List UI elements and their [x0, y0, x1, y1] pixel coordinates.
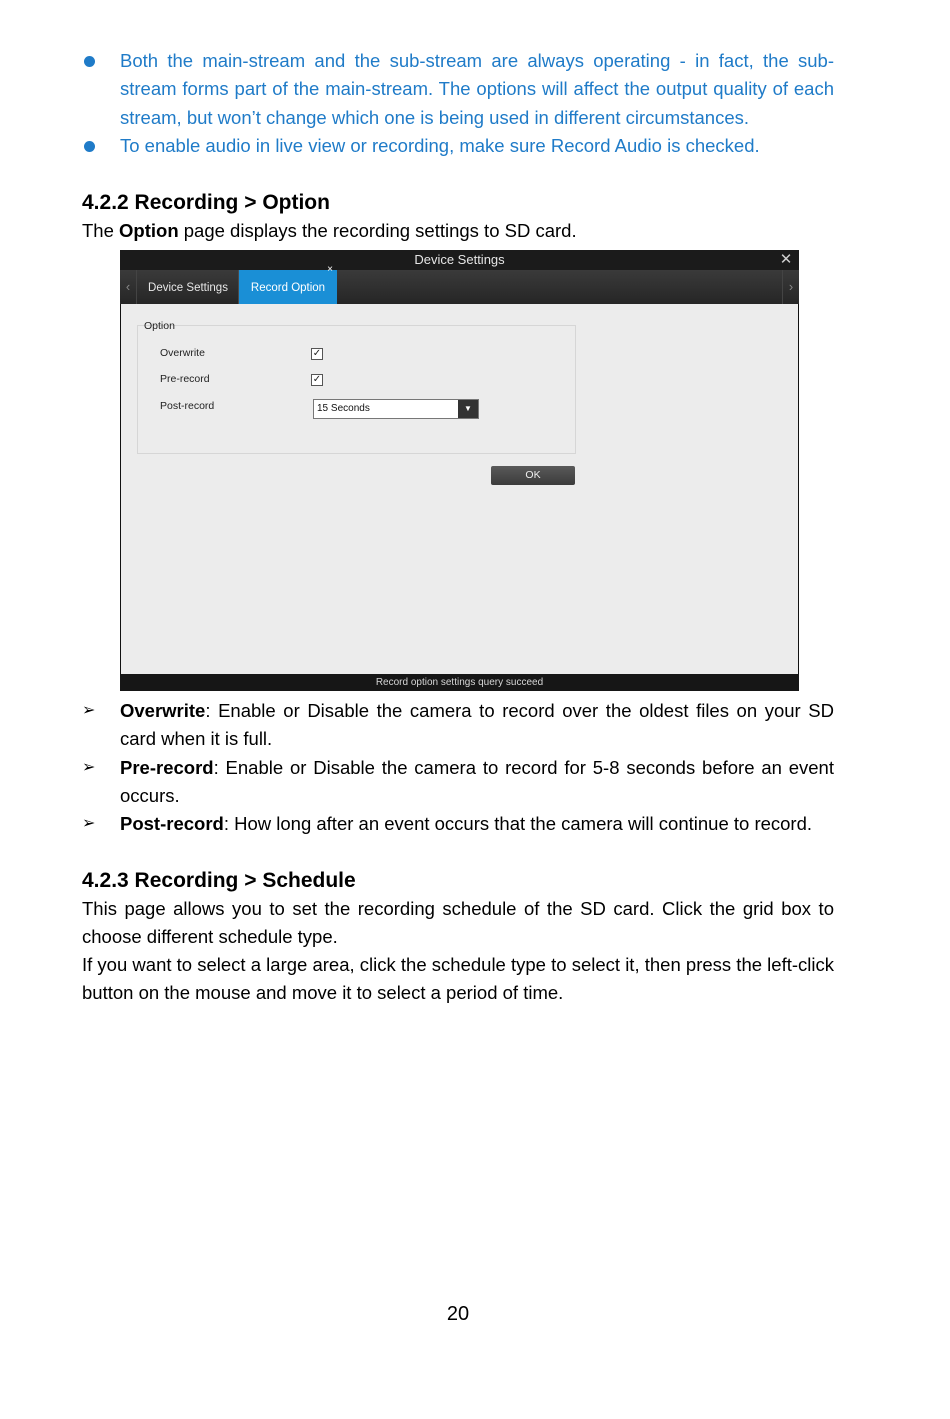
tab-record-option-label: Record Option — [250, 282, 326, 294]
definition-term: Pre-record — [120, 756, 214, 778]
definition-item — [82, 810, 834, 838]
schedule-paragraph-1: This page allows you to set the recording schedule of the SD card. Click the grid box to choose different schedule type. — [82, 898, 834, 948]
arrow-bullet-icon: ➢ — [82, 702, 96, 719]
tab-bar — [120, 264, 799, 304]
page-number: 20 — [446, 1303, 470, 1325]
bullet-dot-icon — [84, 141, 95, 152]
overwrite-checkbox[interactable]: ✓ — [312, 348, 322, 359]
intro-prefix: The — [82, 220, 120, 241]
definition-text: : Enable or Disable the camera to record for 5-8 seconds before an event occurs. — [120, 756, 834, 806]
close-icon[interactable]: ✕ — [779, 251, 793, 268]
note-bullet-text: To enable audio in live view or recording, make sure Record Audio is checked. — [120, 134, 760, 156]
option-intro — [82, 217, 834, 245]
definition-list — [82, 697, 834, 838]
note-bullet-list — [82, 47, 834, 160]
schedule-paragraph-2: If you want to select a large area, click the schedule type to select it, then press the left-click button on the mouse and move it to select a period of time. — [82, 954, 834, 1004]
status-bar: Record option settings query succeed — [120, 674, 799, 691]
definition-term: Post-record — [120, 813, 224, 835]
device-settings-window — [120, 250, 799, 691]
record-option-panel — [121, 304, 798, 674]
postrecord-value: 15 Seconds — [317, 403, 370, 414]
postrecord-label: Post-record — [160, 400, 215, 412]
option-group-label: Option — [144, 320, 175, 332]
arrow-bullet-icon: ➢ — [82, 758, 96, 776]
definition-term: Overwrite — [120, 700, 206, 721]
chevron-right-icon[interactable]: › — [782, 270, 799, 304]
window-title: Device Settings — [120, 250, 799, 270]
section-heading-option: 4.2.2 Recording > Option — [82, 191, 330, 214]
note-bullet-item — [82, 47, 834, 132]
definition-item — [82, 754, 834, 811]
definition-text: : How long after an event occurs that the camera will continue to record. — [223, 813, 813, 835]
definition-item — [82, 697, 834, 754]
tab-record-option[interactable] — [239, 264, 337, 304]
note-bullet-item — [82, 132, 834, 160]
section-heading-schedule: 4.2.3 Recording > Schedule — [82, 869, 356, 892]
intro-suffix: page displays the recording settings to SD card. — [178, 220, 577, 241]
chevron-left-icon[interactable]: ‹ — [120, 270, 137, 304]
note-bullet-text: Both the main-stream and the sub-stream are always operating - in fact, the sub-stream forms part of the main-stream. The options will affect the output quality of each stream, but won’t change which one is being used in different circumstances. — [120, 50, 834, 128]
intro-bold: Option — [119, 220, 179, 241]
ok-button[interactable]: OK — [491, 466, 575, 485]
prerecord-label: Pre-record — [160, 373, 210, 385]
tab-device-settings[interactable]: Device Settings — [138, 270, 239, 304]
overwrite-label: Overwrite — [160, 347, 205, 359]
prerecord-checkbox[interactable]: ✓ — [312, 374, 322, 385]
arrow-bullet-icon: ➢ — [82, 815, 96, 833]
tab-close-icon[interactable]: × — [327, 264, 333, 275]
option-group-box — [137, 325, 576, 454]
bullet-dot-icon — [84, 56, 95, 67]
postrecord-select[interactable] — [313, 399, 479, 419]
chevron-down-icon[interactable]: ▼ — [458, 400, 478, 418]
definition-text: : Enable or Disable the camera to record over the oldest files on your SD card when it is full. — [120, 700, 834, 750]
